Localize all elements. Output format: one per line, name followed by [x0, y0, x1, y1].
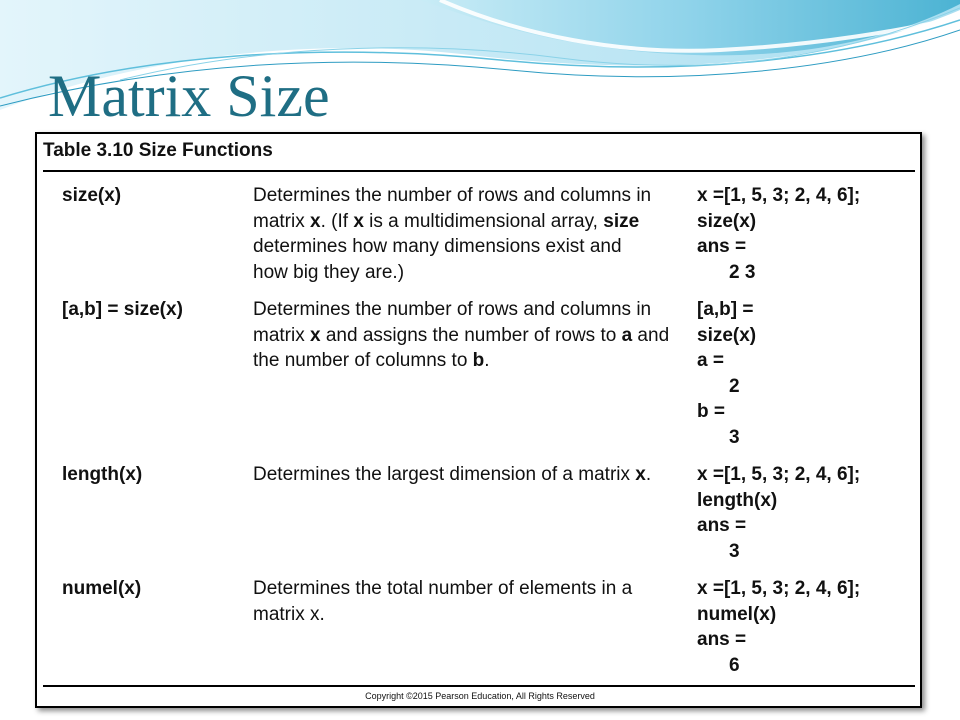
- description-numel: Determines the total number of elements in a matrix x.: [253, 578, 633, 625]
- example-size: x =[1, 5, 3; 2, 4, 6]; size(x) ans = 2 3: [697, 185, 861, 283]
- copyright-notice: Copyright ©2015 Pearson Education, All Rights Reserved: [365, 691, 595, 701]
- example-numel: x =[1, 5, 3; 2, 4, 6]; numel(x) ans = 6: [697, 578, 861, 676]
- function-size-ab: [a,b] = size(x): [62, 299, 183, 320]
- example-length: x =[1, 5, 3; 2, 4, 6]; length(x) ans = 3: [697, 464, 861, 562]
- table-bottom-rule: [43, 685, 915, 687]
- description-length: Determines the largest dimension of a matrix x.: [253, 464, 652, 485]
- function-numel: numel(x): [62, 578, 142, 599]
- function-length: length(x): [62, 464, 143, 485]
- table-top-rule: [43, 170, 915, 172]
- slide-title: Matrix Size: [48, 63, 330, 129]
- example-size-ab: [a,b] = size(x) a = 2 b = 3: [697, 299, 757, 448]
- function-size: size(x): [62, 185, 122, 206]
- table-caption: Table 3.10 Size Functions: [43, 140, 273, 161]
- description-size: Determines the number of rows and columns in matrix x. (If x is a multidimensional array, size determines how many dimensions exist and how big they are.): [253, 185, 652, 283]
- description-size-ab: Determines the number of rows and columns in matrix x and assigns the number of rows to a and the number of columns to b.: [253, 299, 670, 371]
